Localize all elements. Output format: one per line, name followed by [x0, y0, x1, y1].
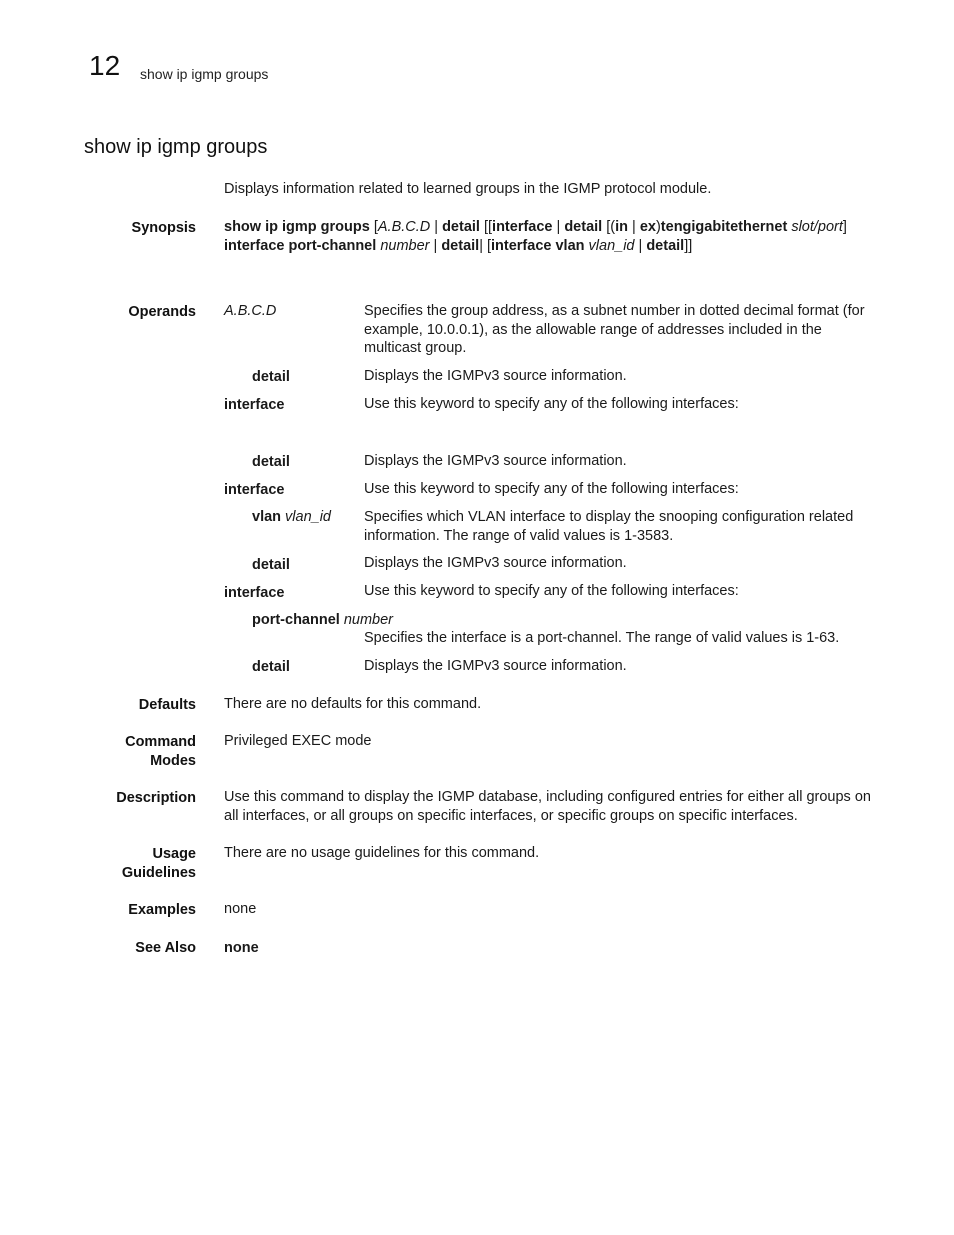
synopsis-token: [[ [479, 219, 493, 235]
synopsis-token: interface vlan [491, 238, 585, 254]
defaults-text: There are no defaults for this command. [224, 696, 482, 712]
usage-label-line-2: Guidelines [121, 864, 196, 881]
running-title: show ip igmp groups [140, 66, 269, 82]
operand-interface: interface [224, 397, 285, 413]
examples-label: Examples [128, 902, 196, 918]
vlan-argument: vlan_id [285, 509, 331, 525]
defaults-label: Defaults [138, 697, 196, 713]
synopsis-token: slot/port [791, 219, 843, 235]
operand-abcd: A.B.C.D [224, 303, 277, 319]
page-title: show ip igmp groups [84, 136, 268, 158]
operand-detail: detail [252, 557, 290, 573]
port-channel-keyword: port-channel [252, 612, 340, 628]
command-modes-label [125, 733, 196, 770]
synopsis-token: | [627, 219, 640, 235]
operand-abcd-desc: Specifies the group address, as a subnet number in dotted decimal format (for example, 10.0.0.1), as the allowable range of addresses included in the multicast group. [364, 303, 865, 356]
see-also-label: See Also [135, 940, 196, 956]
operand-detail-desc: Displays the IGMPv3 source information. [364, 658, 627, 674]
operand-interface-desc: Use this keyword to specify any of the following interfaces: [364, 583, 739, 599]
synopsis-token: | [430, 219, 443, 235]
synopsis-token: [( [602, 219, 616, 235]
synopsis-token: ) [655, 219, 661, 235]
operand-vlan [252, 508, 331, 527]
synopsis-line-1 [224, 218, 847, 237]
usage-guidelines-label [122, 845, 196, 882]
port-channel-argument: number [343, 612, 394, 628]
command-modes-label-line-2: Modes [150, 752, 196, 769]
intro-text: Displays information related to learned groups in the IGMP protocol module. [224, 181, 712, 197]
operand-detail: detail [252, 454, 290, 470]
vlan-keyword: vlan [252, 509, 282, 525]
examples-text: none [224, 901, 257, 917]
synopsis-label: Synopsis [131, 220, 196, 236]
command-modes-text: Privileged EXEC mode [224, 733, 372, 749]
synopsis-token: ] [842, 219, 847, 235]
operand-detail-desc: Displays the IGMPv3 source information. [364, 555, 627, 571]
operand-interface: interface [224, 482, 285, 498]
operands-label: Operands [128, 304, 196, 320]
synopsis-token: ]] [684, 238, 693, 254]
operand-detail-desc: Displays the IGMPv3 source information. [364, 368, 627, 384]
synopsis-token: ex [639, 219, 656, 235]
operand-port-channel [252, 611, 393, 630]
chapter-number: 12 [89, 50, 121, 81]
operand-detail-desc: Displays the IGMPv3 source information. [364, 453, 627, 469]
synopsis-line-2 [224, 237, 692, 256]
synopsis-token: | [634, 238, 647, 254]
synopsis-token: show ip igmp groups [224, 219, 370, 235]
operand-vlan-desc: Specifies which VLAN interface to display the snooping configuration related information. The range of valid values is 1-3583. [364, 509, 854, 544]
synopsis-token: detail [564, 219, 603, 235]
synopsis-token: tengigabitethernet [660, 219, 788, 235]
synopsis-token: | [552, 219, 565, 235]
synopsis-token: in [615, 219, 628, 235]
operand-interface-desc: Use this keyword to specify any of the following interfaces: [364, 396, 739, 412]
synopsis-token: number [380, 238, 430, 254]
operand-interface: interface [224, 585, 285, 601]
description-label: Description [116, 790, 196, 806]
synopsis-token: detail [441, 238, 480, 254]
synopsis-token: detail [442, 219, 480, 235]
operand-detail: detail [252, 659, 290, 675]
synopsis-token: detail [646, 238, 685, 254]
synopsis-token: interface port-channel [224, 238, 377, 254]
operand-interface-desc: Use this keyword to specify any of the following interfaces: [364, 481, 739, 497]
synopsis-token: | [429, 238, 442, 254]
usage-label-line-1: Usage [152, 846, 196, 862]
see-also-link[interactable]: none [224, 940, 259, 956]
operand-detail: detail [252, 369, 290, 385]
usage-text: There are no usage guidelines for this command. [224, 845, 540, 861]
command-modes-label-line-1: Command [125, 734, 196, 750]
synopsis-token: [ [369, 219, 378, 235]
synopsis-token: | [ [479, 238, 492, 254]
synopsis-token: interface [492, 219, 553, 235]
operand-port-channel-desc: Specifies the interface is a port-channel. The range of valid values is 1-63. [364, 630, 840, 646]
description-text: Use this command to display the IGMP database, including configured entries for either all groups on all interfaces, or all groups on specific interfaces, or specific groups on specific interfaces. [224, 789, 871, 824]
synopsis-token: vlan_id [588, 238, 635, 254]
synopsis-token: A.B.C.D [377, 219, 431, 235]
